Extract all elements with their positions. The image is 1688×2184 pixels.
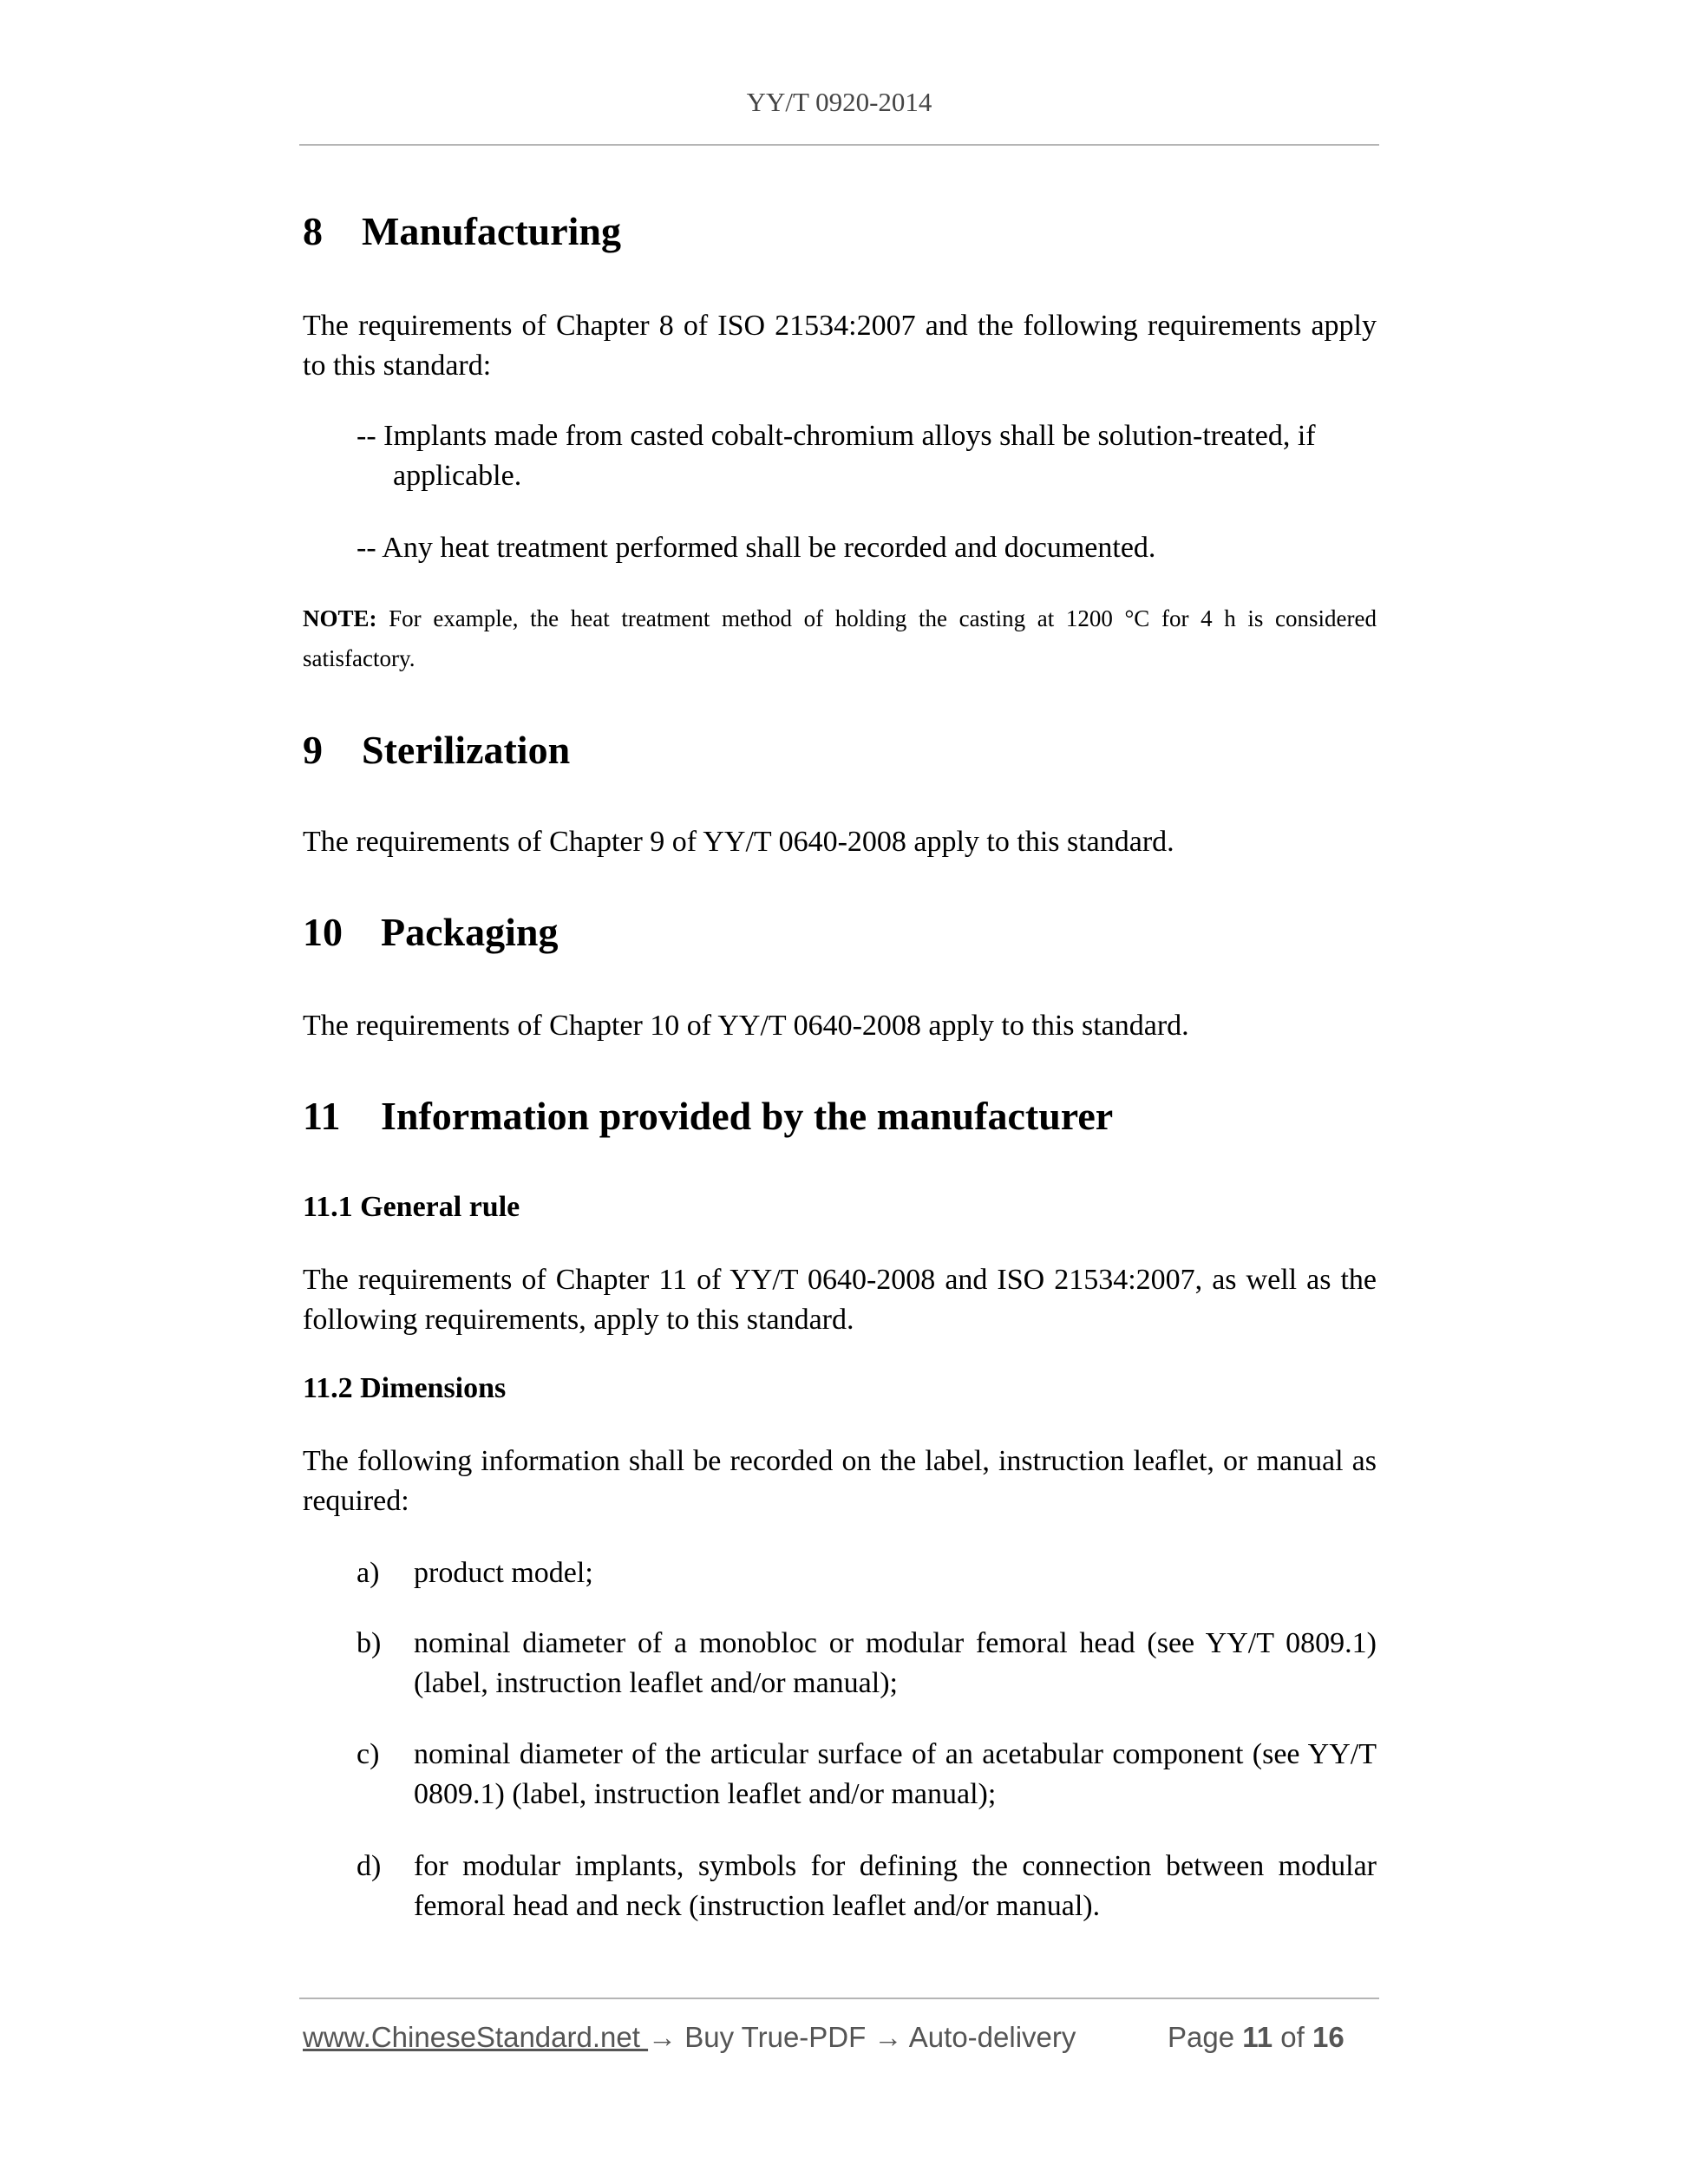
list-item-b-text: nominal diameter of a monobloc or modular femoral head (see YY/T 0809.1) (label, instruction leaflet and/or manual); [414, 1627, 1377, 1699]
section-8-bullet-1 [357, 416, 1377, 496]
subsection-11-1-text: The requirements of Chapter 11 of YY/T 0640-2008 and ISO 21534:2007, as well as the following requirements, apply to this standard. [303, 1264, 1377, 1336]
header-rule [299, 144, 1379, 146]
note-text: For example, the heat treatment method of holding the casting at 1200 °C for 4 h is considered satisfactory. [303, 605, 1377, 671]
total-pages: 16 [1312, 2021, 1345, 2053]
section-9-text: The requirements of Chapter 9 of YY/T 0640-2008 apply to this standard. [303, 826, 1174, 858]
bullet-1-line-2: applicable. [393, 460, 522, 492]
section-10-text: The requirements of Chapter 10 of YY/T 0640-2008 apply to this standard. [303, 1010, 1189, 1042]
section-8-intro: The requirements of Chapter 8 of ISO 21534:2007 and the following requirements apply to this standard: [303, 310, 1377, 382]
auto-delivery-text: Auto-delivery [902, 2021, 1076, 2053]
list-item-d-text: for modular implants, symbols for defining the connection between modular femoral head and neck (instruction leaflet and/or manual). [414, 1850, 1377, 1922]
arrow-right-icon: → [648, 2021, 677, 2053]
page-header: YY/T 0920-2014 [746, 87, 932, 117]
bullet-1-line-1: -- Implants made from casted cobalt-chromium alloys shall be solution-treated, if [357, 420, 1316, 452]
list-item-c-label: c) [357, 1738, 380, 1770]
arrow-right-icon: → [873, 2021, 903, 2053]
section-8-number: 8 [303, 209, 323, 253]
page-word: Page [1168, 2021, 1243, 2053]
section-11-number: 11 [303, 1094, 341, 1138]
section-9-heading [303, 727, 570, 773]
section-11-heading [303, 1093, 1113, 1139]
section-10-title: Packaging [381, 910, 559, 954]
list-item-c [357, 1735, 1377, 1815]
subsection-11-2-title: 11.2 Dimensions [303, 1372, 507, 1404]
list-item-a-text: product model; [414, 1557, 593, 1589]
section-8-note [303, 598, 1377, 678]
section-11-title: Information provided by the manufacturer [381, 1094, 1114, 1138]
page-indicator [1168, 2021, 1345, 2054]
list-item-c-text: nominal diameter of the articular surface of an acetabular component (see YY/T 0809.1) (label, instruction leaflet and/or manual); [414, 1738, 1377, 1810]
section-10-heading [303, 909, 558, 955]
footer-left [303, 2021, 1076, 2054]
note-label: NOTE: [303, 605, 377, 631]
list-item-d-label: d) [357, 1850, 382, 1882]
list-item-b [357, 1624, 1377, 1703]
section-8-title: Manufacturing [362, 209, 621, 253]
list-item-d [357, 1847, 1377, 1926]
section-8-heading [303, 208, 621, 254]
section-10-number: 10 [303, 910, 343, 954]
footer-rule [299, 1998, 1379, 1999]
buy-true-pdf-text: Buy True-PDF [677, 2021, 874, 2053]
list-item-a [357, 1553, 1377, 1593]
section-9-title: Sterilization [362, 728, 571, 772]
subsection-11-2-text: The following information shall be recorded on the label, instruction leaflet, or manual as required: [303, 1445, 1377, 1517]
section-9-number: 9 [303, 728, 323, 772]
website-link[interactable]: www.ChineseStandard.net [303, 2021, 649, 2053]
list-item-b-label: b) [357, 1627, 382, 1659]
page-number: 11 [1242, 2021, 1273, 2053]
subsection-11-1-title: 11.1 General rule [303, 1191, 520, 1223]
of-word: of [1273, 2021, 1312, 2053]
section-8-bullet-2: -- Any heat treatment performed shall be recorded and documented. [357, 532, 1156, 564]
list-item-a-label: a) [357, 1557, 380, 1589]
